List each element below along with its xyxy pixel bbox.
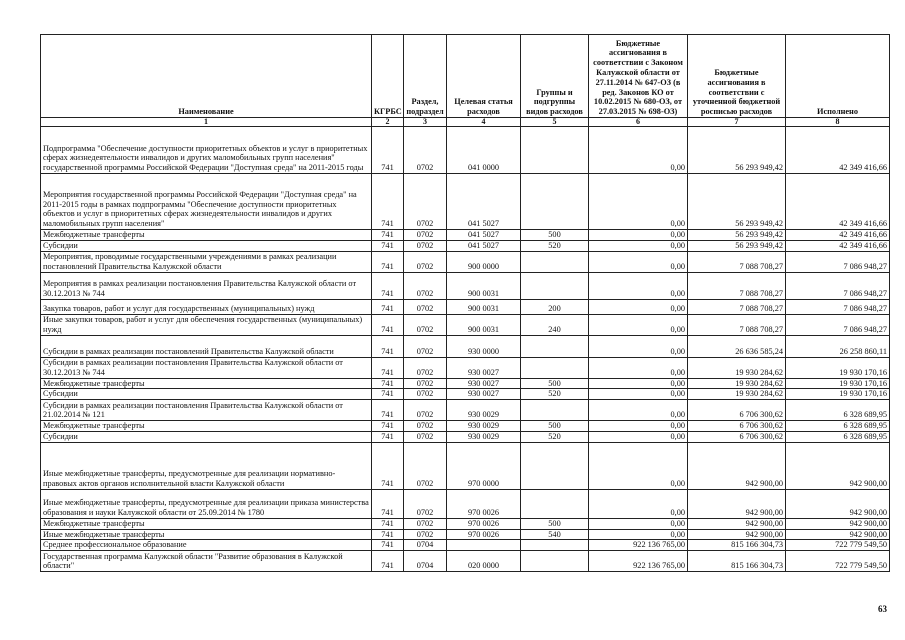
row-section: 0702 (404, 431, 447, 442)
row-name: Субсидии (41, 431, 372, 442)
table-row (41, 314, 890, 335)
row-executed: 6 328 689,95 (786, 431, 890, 442)
row-assign-law: 0,00 (589, 529, 688, 540)
row-group: 520 (521, 431, 589, 442)
row-name: Мероприятия, проводимые государственными учреждениями в рамках реализации постановлений Правительства Калужской области (41, 251, 372, 272)
row-assign-law: 0,00 (589, 518, 688, 529)
row-name: Государственная программа Калужской области "Развитие образования в Калужской области" (41, 551, 372, 572)
row-executed: 942 900,00 (786, 518, 890, 529)
table-row (41, 518, 890, 529)
row-target: 930 0027 (447, 378, 521, 389)
row-assign-roster: 56 293 949,42 (688, 127, 786, 174)
row-assign-roster: 7 088 708,27 (688, 251, 786, 272)
table-row (41, 551, 890, 572)
row-assign-law: 0,00 (589, 272, 688, 299)
column-number: 1 (41, 118, 372, 127)
row-target: 900 0031 (447, 272, 521, 299)
row-assign-roster: 6 706 300,62 (688, 431, 786, 442)
row-kgrbs: 741 (372, 540, 404, 551)
row-name: Субсидии (41, 389, 372, 400)
row-kgrbs: 741 (372, 442, 404, 489)
row-group: 500 (521, 230, 589, 241)
row-target: 930 0027 (447, 357, 521, 378)
row-section: 0702 (404, 251, 447, 272)
table-row (41, 489, 890, 518)
row-assign-law: 0,00 (589, 378, 688, 389)
row-name: Межбюджетные трансферты (41, 518, 372, 529)
row-section: 0702 (404, 489, 447, 518)
row-target: 041 5027 (447, 174, 521, 230)
table-row (41, 421, 890, 432)
table-row (41, 357, 890, 378)
row-executed: 19 930 170,16 (786, 378, 890, 389)
table-row (41, 174, 890, 230)
row-section: 0702 (404, 442, 447, 489)
row-group (521, 335, 589, 357)
budget-table (40, 34, 890, 572)
row-executed: 19 930 170,16 (786, 357, 890, 378)
row-section: 0702 (404, 230, 447, 241)
row-section: 0702 (404, 240, 447, 251)
row-assign-law: 0,00 (589, 442, 688, 489)
row-target (447, 540, 521, 551)
row-assign-roster: 19 930 284,62 (688, 389, 786, 400)
row-group (521, 127, 589, 174)
row-assign-law: 0,00 (589, 240, 688, 251)
row-assign-law: 0,00 (589, 335, 688, 357)
row-target: 930 0000 (447, 335, 521, 357)
row-kgrbs: 741 (372, 489, 404, 518)
row-kgrbs: 741 (372, 431, 404, 442)
row-group (521, 442, 589, 489)
header-executed: Исполнено (786, 35, 890, 118)
table-row (41, 540, 890, 551)
row-group (521, 251, 589, 272)
row-assign-roster: 7 088 708,27 (688, 299, 786, 314)
column-number: 4 (447, 118, 521, 127)
header-kgrbs: КГРБС (372, 35, 404, 118)
row-assign-roster: 942 900,00 (688, 529, 786, 540)
row-name: Иные закупки товаров, работ и услуг для обеспечения государственных (муниципальных) нужд (41, 314, 372, 335)
row-name: Иные межбюджетные трансферты (41, 529, 372, 540)
row-section: 0702 (404, 389, 447, 400)
table-body (41, 127, 890, 572)
row-target: 970 0026 (447, 489, 521, 518)
table-row (41, 529, 890, 540)
column-number: 8 (786, 118, 890, 127)
row-kgrbs: 741 (372, 299, 404, 314)
row-assign-law: 0,00 (589, 314, 688, 335)
row-assign-roster: 19 930 284,62 (688, 357, 786, 378)
row-assign-law: 0,00 (589, 421, 688, 432)
row-assign-law: 922 136 765,00 (589, 540, 688, 551)
column-number: 7 (688, 118, 786, 127)
row-target: 930 0027 (447, 389, 521, 400)
table-row (41, 240, 890, 251)
row-group (521, 540, 589, 551)
row-name: Иные межбюджетные трансферты, предусмотренные для реализации приказа министерства образования и науки Калужской области от 25.09.2014 № 1780 (41, 489, 372, 518)
row-kgrbs: 741 (372, 272, 404, 299)
row-target: 900 0000 (447, 251, 521, 272)
table-row (41, 431, 890, 442)
row-assign-roster: 815 166 304,73 (688, 540, 786, 551)
row-section: 0702 (404, 400, 447, 421)
header-assign-roster: Бюджетные ассигнования в соответствии с уточненной бюджетной росписью расходов (688, 35, 786, 118)
row-name: Субсидии в рамках реализации постановления Правительства Калужской области от 30.12.2013 № 744 (41, 357, 372, 378)
row-section: 0702 (404, 299, 447, 314)
row-target: 900 0031 (447, 314, 521, 335)
header-name: Наименование (41, 35, 372, 118)
row-executed: 26 258 860,11 (786, 335, 890, 357)
row-group (521, 400, 589, 421)
row-kgrbs: 741 (372, 378, 404, 389)
table-row (41, 230, 890, 241)
row-group: 240 (521, 314, 589, 335)
row-assign-law: 0,00 (589, 299, 688, 314)
row-kgrbs: 741 (372, 335, 404, 357)
row-assign-roster: 56 293 949,42 (688, 230, 786, 241)
row-target: 930 0029 (447, 421, 521, 432)
row-name: Межбюджетные трансферты (41, 230, 372, 241)
row-group: 200 (521, 299, 589, 314)
row-target: 900 0031 (447, 299, 521, 314)
row-assign-law: 0,00 (589, 174, 688, 230)
column-number: 3 (404, 118, 447, 127)
row-executed: 42 349 416,66 (786, 230, 890, 241)
row-kgrbs: 741 (372, 389, 404, 400)
row-kgrbs: 741 (372, 174, 404, 230)
row-kgrbs: 741 (372, 127, 404, 174)
column-number: 6 (589, 118, 688, 127)
row-executed: 942 900,00 (786, 529, 890, 540)
row-executed: 7 086 948,27 (786, 272, 890, 299)
table-row (41, 378, 890, 389)
row-executed: 722 779 549,50 (786, 540, 890, 551)
row-name: Межбюджетные трансферты (41, 421, 372, 432)
row-section: 0702 (404, 127, 447, 174)
row-kgrbs: 741 (372, 314, 404, 335)
table-row (41, 400, 890, 421)
row-target: 930 0029 (447, 431, 521, 442)
row-name: Подпрограмма "Обеспечение доступности приоритетных объектов и услуг в приоритетных сферах жизнедеятельности инвалидов и других маломобильных групп населения" государственной программы Российской Федерации "Доступная среда" на 2011-2015 годы (41, 127, 372, 174)
row-executed: 7 086 948,27 (786, 251, 890, 272)
row-assign-roster: 56 293 949,42 (688, 240, 786, 251)
header-assign-law: Бюджетные ассигнования в соответствии с Законом Калужской области от 27.11.2014 № 647-ОЗ (в ред. Законов КО от 10.02.2015 № 680-ОЗ, от 27.03.2015 № 698-ОЗ) (589, 35, 688, 118)
row-section: 0702 (404, 174, 447, 230)
row-executed: 19 930 170,16 (786, 389, 890, 400)
table-row (41, 251, 890, 272)
row-assign-law: 0,00 (589, 230, 688, 241)
column-numbers-row (41, 118, 890, 127)
row-executed: 42 349 416,66 (786, 127, 890, 174)
row-name: Иные межбюджетные трансферты, предусмотренные для реализации нормативно-правовых актов органов исполнительной власти Калужской области (41, 442, 372, 489)
header-row (41, 35, 890, 118)
row-assign-law: 0,00 (589, 127, 688, 174)
row-target: 041 0000 (447, 127, 521, 174)
row-target: 930 0029 (447, 400, 521, 421)
row-assign-roster: 815 166 304,73 (688, 551, 786, 572)
row-kgrbs: 741 (372, 251, 404, 272)
header-target: Целевая статья расходов (447, 35, 521, 118)
row-kgrbs: 741 (372, 518, 404, 529)
table-row (41, 299, 890, 314)
row-kgrbs: 741 (372, 357, 404, 378)
row-group: 500 (521, 421, 589, 432)
row-kgrbs: 741 (372, 529, 404, 540)
row-target: 020 0000 (447, 551, 521, 572)
row-section: 0702 (404, 421, 447, 432)
row-section: 0702 (404, 335, 447, 357)
row-target: 970 0026 (447, 529, 521, 540)
row-group: 520 (521, 389, 589, 400)
row-assign-roster: 19 930 284,62 (688, 378, 786, 389)
row-section: 0702 (404, 378, 447, 389)
row-target: 970 0026 (447, 518, 521, 529)
row-name: Субсидии в рамках реализации постановления Правительства Калужской области от 21.02.2014 № 121 (41, 400, 372, 421)
header-group: Группы и подгруппы видов расходов (521, 35, 589, 118)
column-number: 2 (372, 118, 404, 127)
row-kgrbs: 741 (372, 230, 404, 241)
row-section: 0702 (404, 314, 447, 335)
row-assign-roster: 56 293 949,42 (688, 174, 786, 230)
row-kgrbs: 741 (372, 240, 404, 251)
row-target: 970 0000 (447, 442, 521, 489)
row-assign-roster: 942 900,00 (688, 489, 786, 518)
table-row (41, 389, 890, 400)
row-assign-law: 0,00 (589, 357, 688, 378)
row-name: Субсидии (41, 240, 372, 251)
row-assign-roster: 942 900,00 (688, 442, 786, 489)
row-name: Среднее профессиональное образование (41, 540, 372, 551)
row-assign-roster: 6 706 300,62 (688, 421, 786, 432)
header-section: Раздел, подраздел (404, 35, 447, 118)
row-section: 0702 (404, 529, 447, 540)
table-row (41, 272, 890, 299)
row-kgrbs: 741 (372, 400, 404, 421)
row-assign-roster: 6 706 300,62 (688, 400, 786, 421)
page-number: 63 (878, 604, 887, 614)
row-name: Межбюджетные трансферты (41, 378, 372, 389)
row-target: 041 5027 (447, 230, 521, 241)
row-group (521, 551, 589, 572)
row-executed: 6 328 689,95 (786, 400, 890, 421)
table-row (41, 442, 890, 489)
row-section: 0704 (404, 551, 447, 572)
row-section: 0704 (404, 540, 447, 551)
row-name: Субсидии в рамках реализации постановлений Правительства Калужской области (41, 335, 372, 357)
row-assign-roster: 7 088 708,27 (688, 272, 786, 299)
row-group: 540 (521, 529, 589, 540)
row-section: 0702 (404, 518, 447, 529)
row-executed: 6 328 689,95 (786, 421, 890, 432)
row-section: 0702 (404, 357, 447, 378)
row-assign-roster: 7 088 708,27 (688, 314, 786, 335)
row-assign-roster: 942 900,00 (688, 518, 786, 529)
row-name: Мероприятия государственной программы Российской Федерации "Доступная среда" на 2011-2015 годы в рамках подпрограммы "Обеспечение доступности приоритетных объектов и услуг в приоритетных сферах жизнедеятельности инвалидов и других маломобильных групп населения" (41, 174, 372, 230)
row-executed: 942 900,00 (786, 489, 890, 518)
row-kgrbs: 741 (372, 551, 404, 572)
row-assign-law: 0,00 (589, 389, 688, 400)
row-target: 041 5027 (447, 240, 521, 251)
row-group: 520 (521, 240, 589, 251)
row-group (521, 174, 589, 230)
row-name: Закупка товаров, работ и услуг для государственных (муниципальных) нужд (41, 299, 372, 314)
row-assign-law: 0,00 (589, 489, 688, 518)
row-group: 500 (521, 378, 589, 389)
row-assign-law: 922 136 765,00 (589, 551, 688, 572)
row-assign-roster: 26 636 585,24 (688, 335, 786, 357)
row-section: 0702 (404, 272, 447, 299)
column-number: 5 (521, 118, 589, 127)
row-assign-law: 0,00 (589, 400, 688, 421)
row-group (521, 272, 589, 299)
row-executed: 42 349 416,66 (786, 240, 890, 251)
row-executed: 42 349 416,66 (786, 174, 890, 230)
row-group (521, 489, 589, 518)
row-kgrbs: 741 (372, 421, 404, 432)
row-assign-law: 0,00 (589, 431, 688, 442)
row-executed: 7 086 948,27 (786, 299, 890, 314)
row-executed: 7 086 948,27 (786, 314, 890, 335)
row-name: Мероприятия в рамках реализации постановления Правительства Калужской области от 30.12.2013 № 744 (41, 272, 372, 299)
row-executed: 722 779 549,50 (786, 551, 890, 572)
table-row (41, 127, 890, 174)
row-group (521, 357, 589, 378)
row-executed: 942 900,00 (786, 442, 890, 489)
row-group: 500 (521, 518, 589, 529)
table-row (41, 335, 890, 357)
row-assign-law: 0,00 (589, 251, 688, 272)
